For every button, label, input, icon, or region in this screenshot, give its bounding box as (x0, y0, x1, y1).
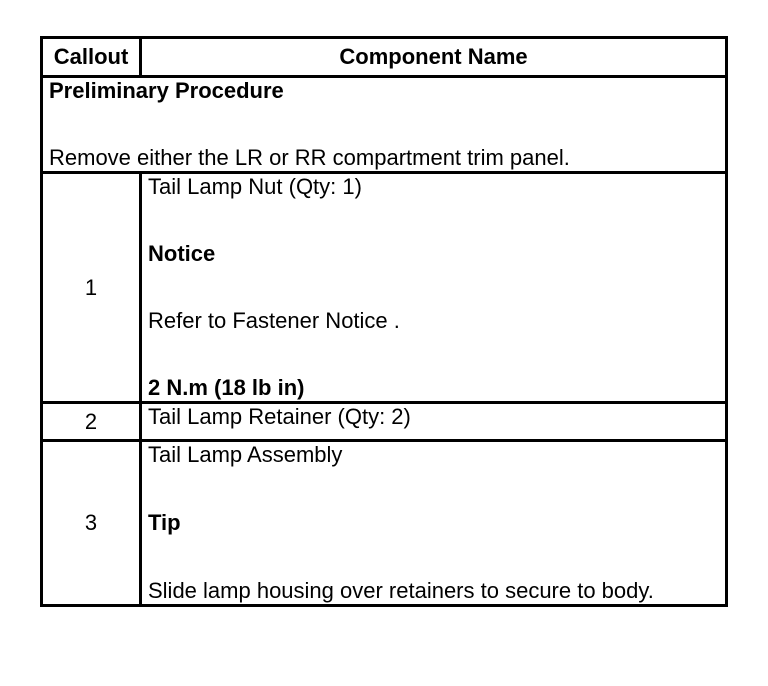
preliminary-procedure-text: Remove either the LR or RR compartment trim panel. (49, 145, 570, 170)
component-name: Tail Lamp Assembly (148, 442, 343, 467)
table-row (42, 173, 727, 403)
component-cell (141, 441, 727, 606)
table-header-row (42, 38, 727, 77)
preliminary-procedure-cell (42, 77, 727, 173)
preliminary-procedure-row (42, 77, 727, 173)
component-table (40, 36, 728, 607)
component-cell (141, 173, 727, 403)
component-name: Tail Lamp Retainer (Qty: 2) (141, 403, 727, 441)
callout-number: 2 (42, 403, 141, 441)
callout-number: 1 (42, 173, 141, 403)
callout-header: Callout (42, 38, 141, 77)
preliminary-procedure-title: Preliminary Procedure (49, 78, 284, 103)
table-row (42, 403, 727, 441)
tip-title: Tip (148, 510, 181, 535)
notice-text: Refer to Fastener Notice . (148, 308, 400, 333)
torque-spec: 2 N.m (18 lb in) (148, 375, 305, 400)
notice-title: Notice (148, 241, 216, 266)
component-name-header: Component Name (141, 38, 727, 77)
tip-text: Slide lamp housing over retainers to secure to body. (148, 578, 654, 603)
callout-number: 3 (42, 441, 141, 606)
table-row (42, 441, 727, 606)
component-name: Tail Lamp Nut (Qty: 1) (148, 174, 362, 199)
